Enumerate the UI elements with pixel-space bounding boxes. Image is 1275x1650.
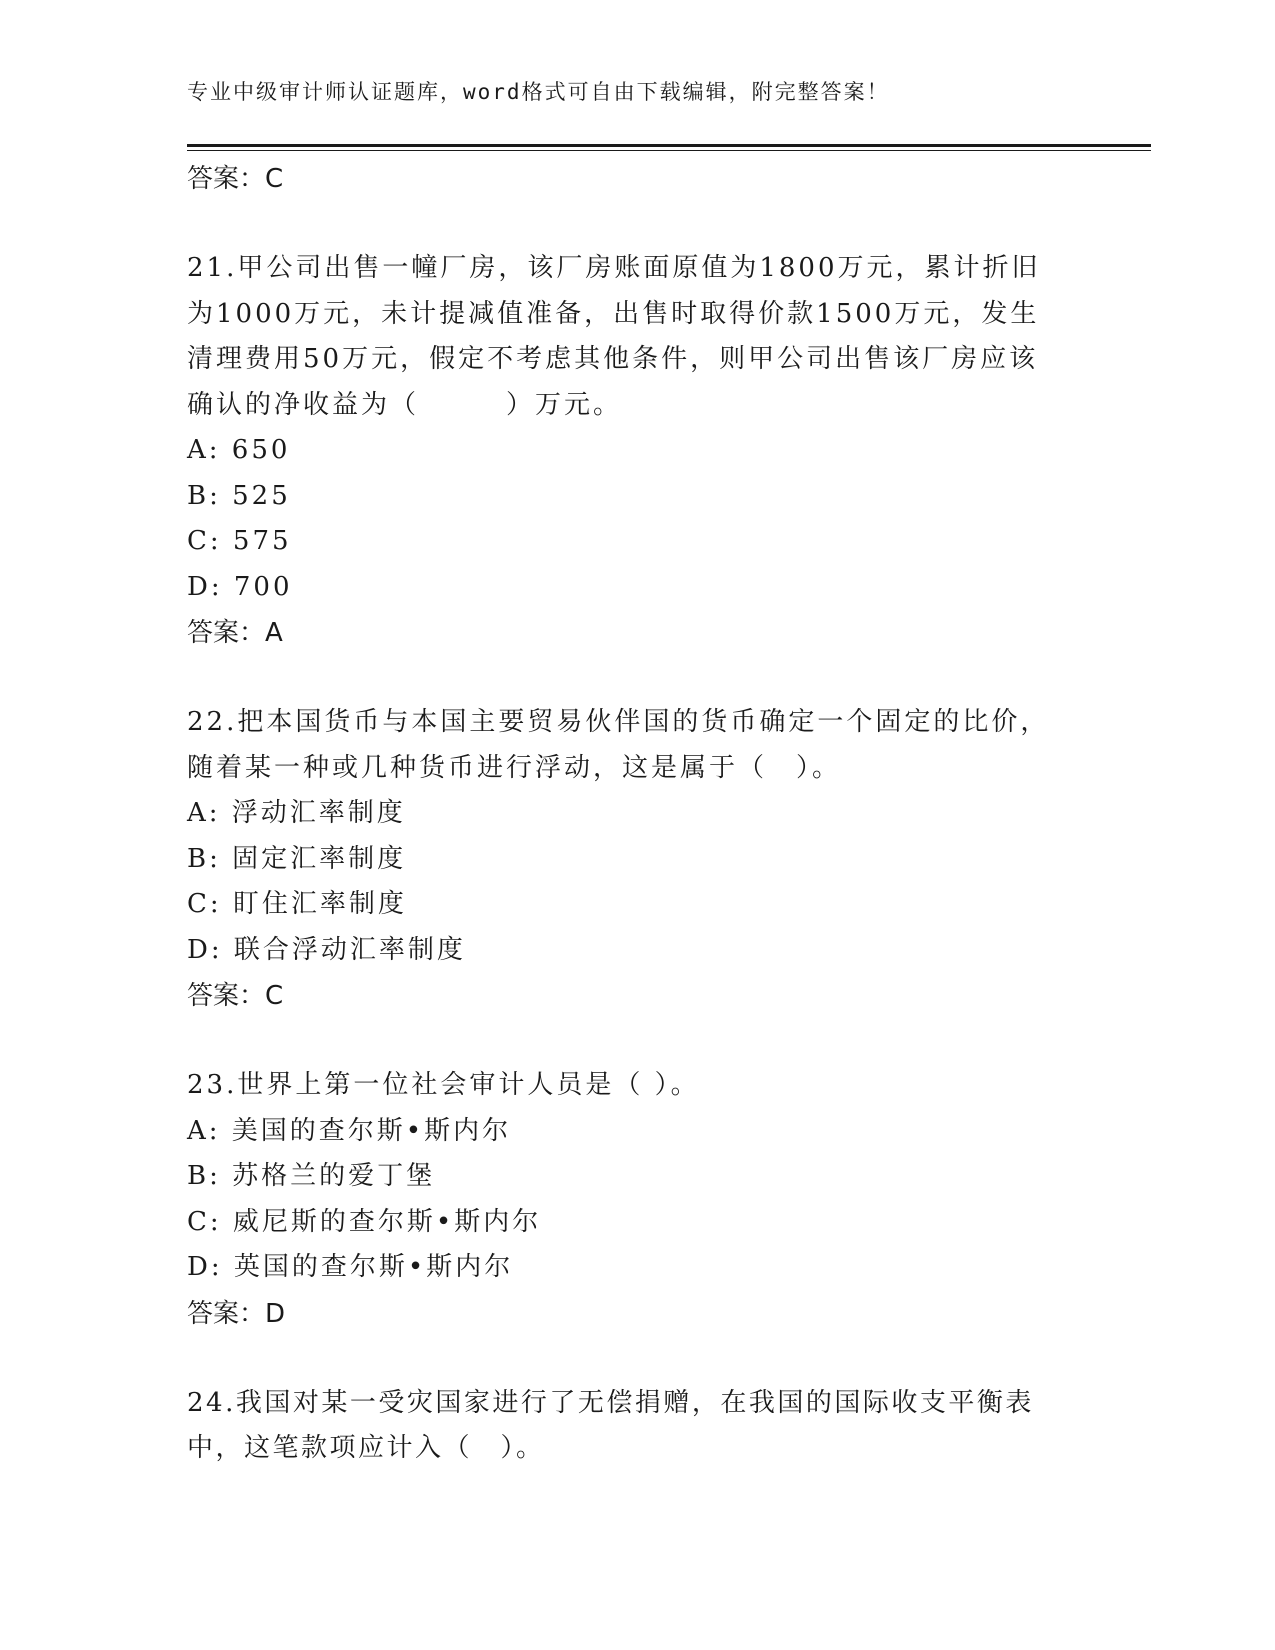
option-c: C: 575 — [187, 526, 292, 556]
answer: 答案：C — [187, 981, 284, 1011]
previous-answer: 答案：C — [187, 164, 284, 194]
option-c: C: 盯住汇率制度 — [187, 889, 407, 919]
question-text: 22.把本国货币与本国主要贸易伙伴国的货币确定一个固定的比价，随着某一种或几种货币进行浮动，这是属于（ ）。 — [187, 707, 1050, 783]
answer: 答案：D — [187, 1298, 286, 1329]
option-d: D: 联合浮动汇率制度 — [187, 934, 466, 965]
question-list — [187, 156, 1067, 1472]
option-a: A: 美国的查尔斯•斯内尔 — [187, 1115, 512, 1146]
option-b: B: 525 — [187, 480, 291, 511]
option-a: A: 浮动汇率制度 — [187, 798, 406, 828]
question-23 — [187, 1063, 1067, 1337]
question-text: 24.我国对某一受灾国家进行了无偿捐赠，在我国的国际收支平衡表中，这笔款项应计入（ ）。 — [187, 1387, 1034, 1463]
option-d: D: 700 — [187, 571, 293, 602]
question-text: 21.甲公司出售一幢厂房，该厂房账面原值为1800万元，累计折旧为1000万元，未计提减值准备，出售时取得价款1500万元，发生清理费用50万元，假定不考虑其他条件，则甲公司出售该厂房应该确认的净收益为（ ）万元。 — [187, 253, 1041, 420]
question-21 — [187, 246, 1067, 656]
question-22 — [187, 700, 1067, 1019]
header-rule-thick — [187, 144, 1151, 147]
answer: 答案：A — [187, 618, 283, 648]
option-d: D: 英国的查尔斯•斯内尔 — [187, 1252, 514, 1282]
question-text: 23.世界上第一位社会审计人员是（ ）。 — [187, 1070, 700, 1100]
header-rule-thin — [187, 150, 1151, 151]
option-b: B: 苏格兰的爱丁堡 — [187, 1161, 436, 1191]
question-24 — [187, 1381, 1067, 1472]
option-c: C: 威尼斯的查尔斯•斯内尔 — [187, 1206, 542, 1237]
header-note: 专业中级审计师认证题库，word格式可自由下载编辑，附完整答案！ — [187, 80, 890, 104]
option-a: A: 650 — [187, 435, 291, 465]
option-b: B: 固定汇率制度 — [187, 843, 407, 874]
